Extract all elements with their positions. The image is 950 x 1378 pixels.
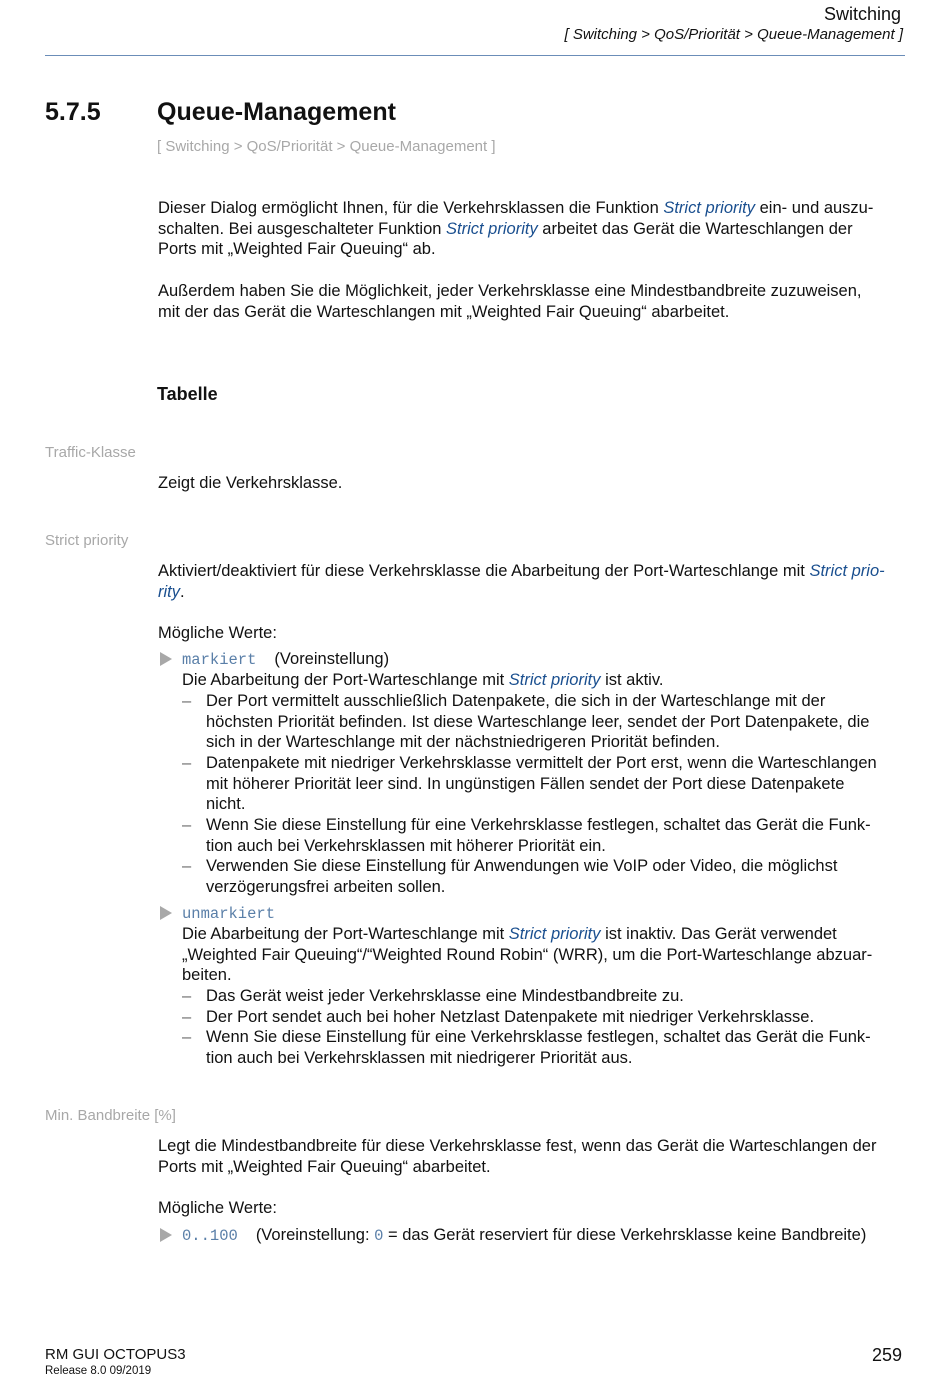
keyword-strict-priority: Strict priority <box>446 219 538 238</box>
header-breadcrumb: [ Switching > QoS/Priorität > Queue-Management ] <box>564 26 903 43</box>
section-title: Queue-Management <box>157 98 396 126</box>
page-number: 259 <box>871 1345 902 1365</box>
dash-marker: – <box>182 857 192 875</box>
dash-marker: – <box>182 1028 192 1046</box>
param-label-strict-priority: Strict priority <box>45 532 129 549</box>
possible-values-label: Mögliche Werte: <box>158 1199 277 1217</box>
footer-product: RM GUI OCTOPUS3 <box>45 1346 186 1363</box>
list-item: Verwenden Sie diese Einstellung für Anwendungen wie VoIP oder Video, die möglichst verzögerungsfrei arbeiten sollen. <box>206 857 838 896</box>
param-label-min-bandwidth: Min. Bandbreite [%] <box>45 1107 176 1124</box>
list-item: Wenn Sie diese Einstellung für eine Verkehrsklasse festlegen, schaltet das Gerät die Funk- tion auch bei Verkehrsklassen mit höherer Priorität ein. <box>206 816 871 855</box>
list-item: Der Port vermittelt ausschließlich Datenpakete, die sich in der Warteschlange mit der höchsten Priorität befinden. Ist diese Warteschlange leer, sendet der Port Datenpakete, die sich in der Warteschlange mit der nächstniedrigeren Priorität befinden. <box>206 692 870 752</box>
dash-marker: – <box>182 692 192 710</box>
option-unmarkiert-desc: Die Abarbeitung der Port-Warteschlange mit Strict priority ist inaktiv. Das Gerät verwendet „Weighted Fair Queuing“/“Weighted Round Robin“ (WRR), um die Port-Warteschlange abzuar- beiten. <box>182 925 873 985</box>
option-markiert: markiert (Voreinstellung) <box>182 650 390 669</box>
option-value: markiert <box>182 651 257 669</box>
param-desc-min-bandwidth: Legt die Mindestbandbreite für diese Verkehrsklasse fest, wenn das Gerät die Warteschlangen der Ports mit „Weighted Fair Queuing“ abarbeitet. <box>158 1137 877 1176</box>
list-item: Das Gerät weist jeder Verkehrsklasse eine Mindestbandbreite zu. <box>206 987 684 1005</box>
header-divider <box>45 55 905 56</box>
option-markiert-desc: Die Abarbeitung der Port-Warteschlange mit Strict priority ist aktiv. <box>182 671 664 689</box>
bullet-triangle-icon <box>160 1228 172 1242</box>
table-heading: Tabelle <box>157 384 218 404</box>
footer-release: Release 8.0 09/2019 <box>45 1365 152 1377</box>
option-value: unmarkiert <box>182 905 276 923</box>
dash-marker: – <box>182 754 192 772</box>
param-desc-strict-priority: Aktiviert/deaktiviert für diese Verkehrsklasse die Abarbeitung der Port-Warteschlange mit Strict prio- rity. <box>158 562 885 601</box>
intro-paragraph-2: Außerdem haben Sie die Möglichkeit, jeder Verkehrsklasse eine Mindestbandbreite zuzuweisen, mit der das Gerät die Warteschlangen mit „Weighted Fair Queuing“ abarbeitet. <box>158 282 862 321</box>
section-number: 5.7.5 <box>45 98 101 126</box>
option-value: 0..100 <box>182 1227 238 1245</box>
section-breadcrumb: [ Switching > QoS/Priorität > Queue-Management ] <box>157 138 496 155</box>
dash-marker: – <box>182 816 192 834</box>
list-item: Der Port sendet auch bei hoher Netzlast Datenpakete mit niedriger Verkehrsklasse. <box>206 1008 815 1026</box>
list-item: Wenn Sie diese Einstellung für eine Verkehrsklasse festlegen, schaltet das Gerät die Funk- tion auch bei Verkehrsklassen mit niedrigerer Priorität aus. <box>206 1028 871 1067</box>
option-range: 0..100 (Voreinstellung: 0 = das Gerät reserviert für diese Verkehrsklasse keine Bandbreite) <box>182 1226 867 1245</box>
possible-values-label: Mögliche Werte: <box>158 624 277 642</box>
list-item: Datenpakete mit niedriger Verkehrsklasse vermittelt der Port erst, wenn die Warteschlangen mit höherer Priorität leer sind. In ungünstigen Fällen sendet der Port diese Datenpakete nicht. <box>206 754 877 814</box>
dash-marker: – <box>182 987 192 1005</box>
intro-paragraph: Dieser Dialog ermöglicht Ihnen, für die Verkehrsklassen die Funktion Strict priority ein- und auszu- schalten. Bei ausgeschalteter Funktion Strict priority arbeitet das Gerät die Warteschlangen der Ports mit „Weighted Fair Queuing“ ab. <box>158 199 874 259</box>
param-label-traffic-class: Traffic-Klasse <box>45 444 136 461</box>
option-unmarkiert <box>182 903 275 925</box>
bullet-triangle-icon <box>160 652 172 666</box>
bullet-triangle-icon <box>160 906 172 920</box>
param-desc-traffic-class: Zeigt die Verkehrsklasse. <box>158 474 343 492</box>
chapter-title: Switching <box>823 4 901 24</box>
dash-marker: – <box>182 1008 192 1026</box>
keyword-strict-priority: Strict priority <box>663 199 756 217</box>
